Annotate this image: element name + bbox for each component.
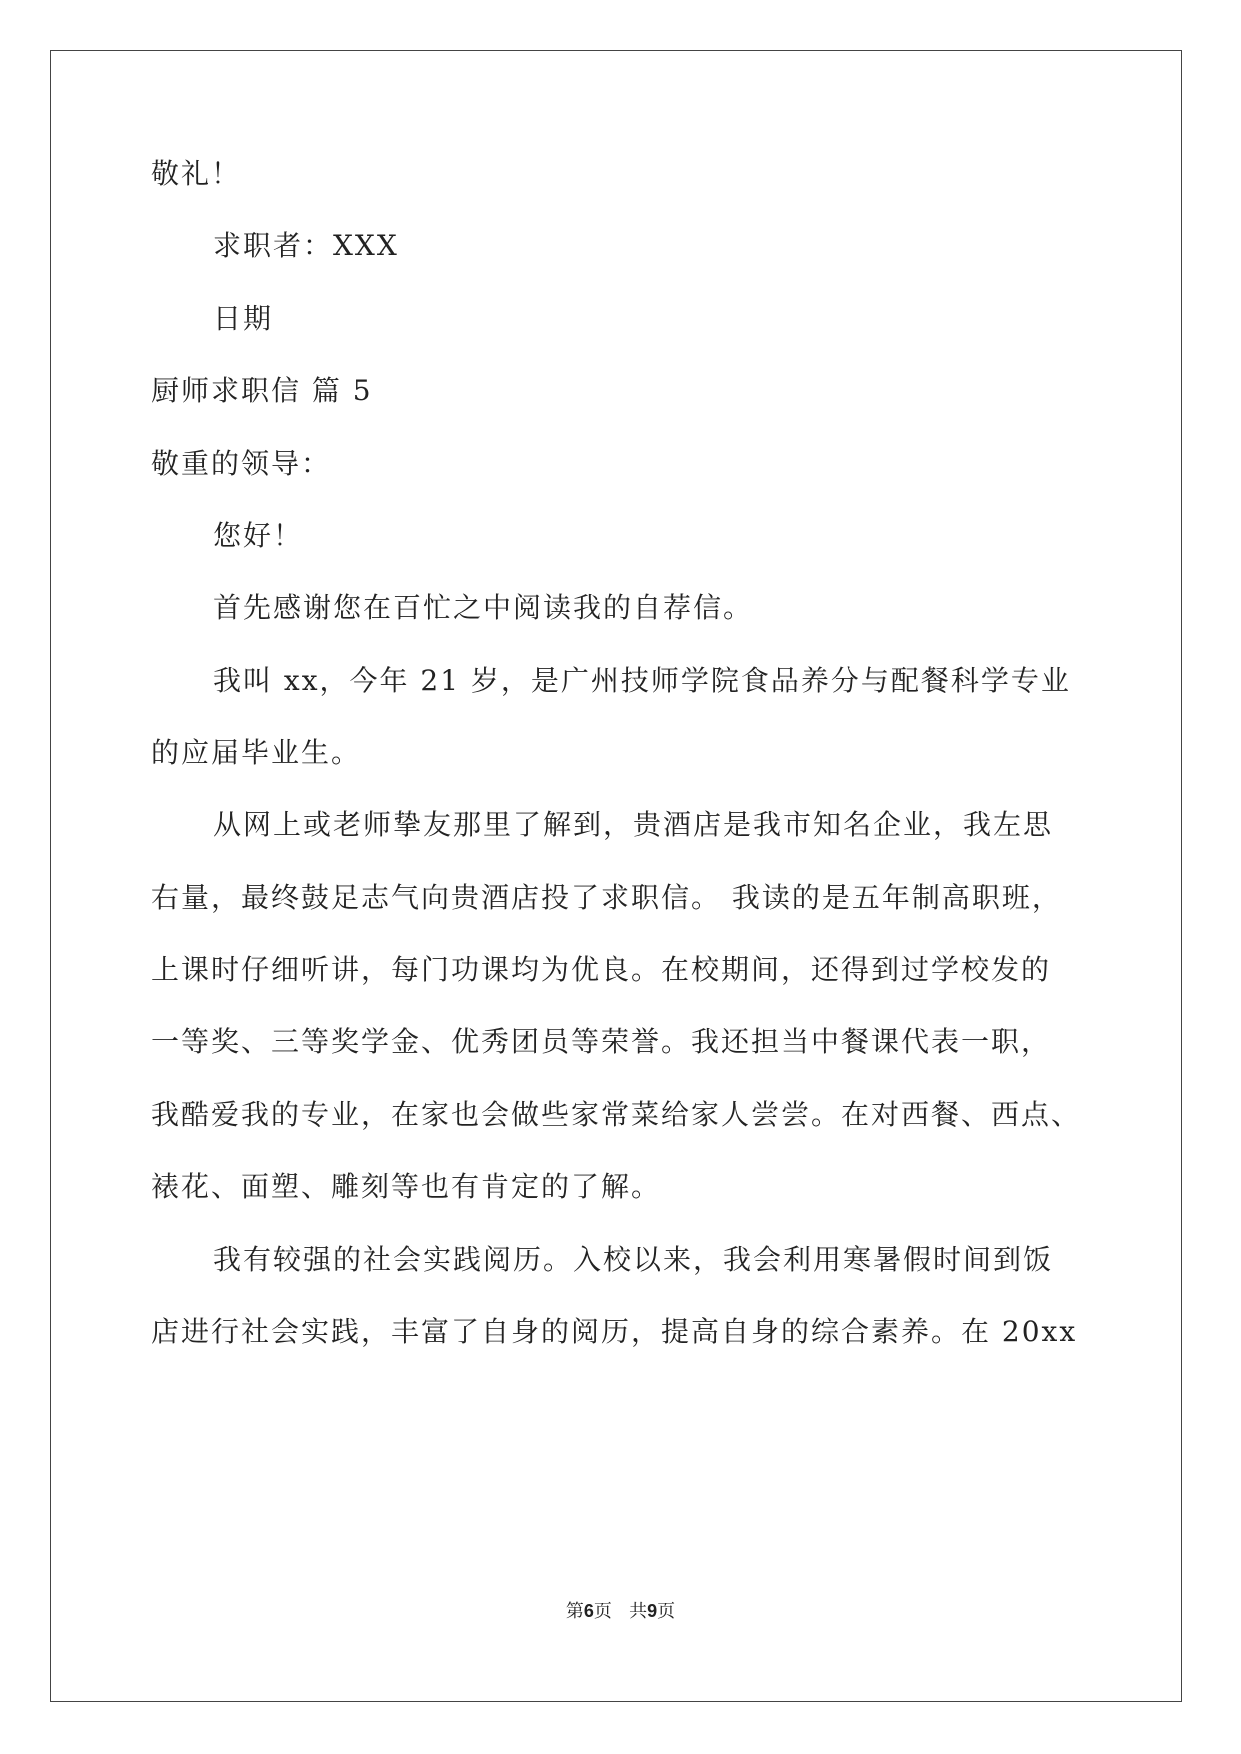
applicant-signature: 求职者：XXX xyxy=(213,229,399,262)
footer-suffix: 页 xyxy=(657,1601,676,1622)
paragraph-line: 一等奖、三等奖学金、优秀团员等荣誉。我还担当中餐课代表一职， xyxy=(151,1025,1052,1058)
paragraph-line: 我叫 xx，今年 21 岁，是广州技师学院食品养分与配餐科学专业 xyxy=(213,664,1071,697)
paragraph-line: 上课时仔细听讲，每门功课均为优良。在校期间，还得到过学校发的 xyxy=(151,953,1052,986)
greeting-hello: 您好！ xyxy=(213,519,304,552)
paragraph-line: 首先感谢您在百忙之中阅读我的自荐信。 xyxy=(213,591,754,624)
total-pages-number: 9 xyxy=(647,1601,658,1621)
page-border xyxy=(50,50,1182,1702)
current-page-number: 6 xyxy=(583,1601,594,1621)
paragraph-line: 的应届毕业生。 xyxy=(151,736,362,769)
paragraph-line: 从网上或老师挚友那里了解到，贵酒店是我市知名企业，我左思 xyxy=(213,808,1054,841)
date-line: 日期 xyxy=(213,302,274,335)
paragraph-line: 我有较强的社会实践阅历。入校以来，我会利用寒暑假时间到饭 xyxy=(213,1243,1054,1276)
greeting-recipient: 敬重的领导： xyxy=(151,447,332,480)
paragraph-line: 裱花、面塑、雕刻等也有肯定的了解。 xyxy=(151,1170,662,1203)
footer-prefix: 第 xyxy=(565,1601,584,1622)
paragraph-line: 我酷爱我的专业，在家也会做些家常菜给家人尝尝。在对西餐、西点、 xyxy=(151,1098,1082,1131)
footer-middle: 页 共 xyxy=(593,1601,648,1622)
paragraph-line: 店进行社会实践，丰富了自身的阅历，提高自身的综合素养。在 20xx xyxy=(151,1315,1078,1348)
paragraph-line: 右量，最终鼓足志气向贵酒店投了求职信。 我读的是五年制高职班， xyxy=(151,881,1062,914)
section-heading: 厨师求职信 篇 5 xyxy=(151,374,373,407)
closing-salutation: 敬礼！ xyxy=(151,157,242,190)
page-footer xyxy=(0,1597,1241,1623)
